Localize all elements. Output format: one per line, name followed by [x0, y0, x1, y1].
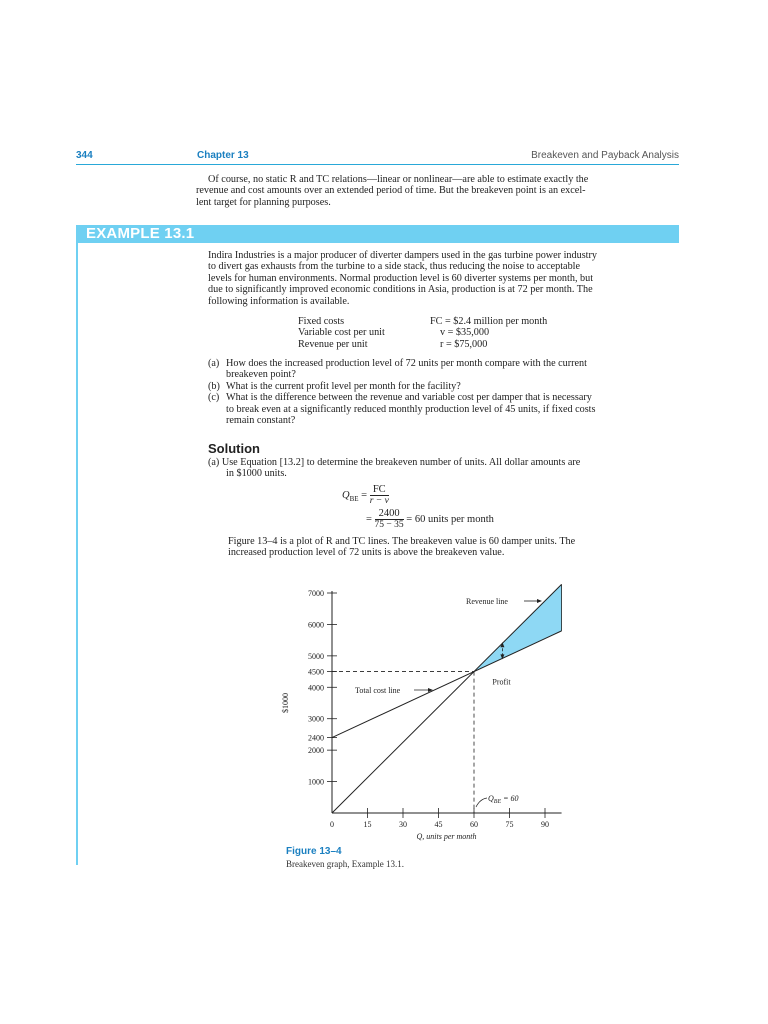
- question-label: (c): [208, 392, 220, 404]
- intro-line: revenue and cost amounts over an extended period of time. But the breakeven point is an excel-: [196, 185, 586, 197]
- breakeven-label: $Q_{BE} = 60$: [488, 794, 519, 805]
- info-value: r = $75,000: [440, 338, 488, 350]
- x-tick-label: 90: [541, 820, 549, 829]
- intro-paragraph: [196, 174, 679, 208]
- question-a: [208, 358, 679, 381]
- frac-num: FC: [370, 484, 389, 496]
- breakeven-chart: [270, 575, 590, 845]
- profit-label: Profit: [492, 677, 511, 687]
- question-list: [208, 358, 679, 426]
- equation-line-1: [342, 484, 389, 507]
- info-value: v = $35,000: [440, 327, 490, 339]
- solution-line: in $1000 units.: [226, 468, 287, 480]
- breakeven-label-sub: BE: [493, 799, 502, 805]
- revenue-arrowhead: [537, 599, 542, 603]
- question-label: (a): [208, 358, 220, 369]
- intro-line: Of course, no static R and TC relations—linear or nonlinear—are able to estimate exactly the: [208, 174, 589, 185]
- info-value: FC = $2.4 million per month: [430, 316, 548, 327]
- solution-heading: Solution: [208, 441, 260, 456]
- revenue-line-label: Revenue line: [466, 597, 508, 606]
- question-line: What is the current profit level per month for the facility?: [226, 380, 461, 392]
- y-tick-label: 7000: [308, 589, 324, 598]
- question-line: How does the increased production level of 72 units per month compare with the current: [226, 358, 587, 369]
- example-line: following information is available.: [208, 295, 350, 307]
- question-c: [208, 392, 679, 426]
- eq-equals: =: [361, 489, 368, 501]
- eq-fraction-1: [370, 484, 389, 507]
- solution-line: (a) Use Equation [13.2] to determine the breakeven number of units. All dollar amounts are: [208, 457, 581, 468]
- eq-lhs: Q: [342, 489, 350, 501]
- example-line: to divert gas exhausts from the turbine to a side stack, thus reducing the noise to acceptable: [208, 261, 581, 273]
- question-line: breakeven point?: [226, 369, 296, 381]
- x-tick-label: 15: [363, 820, 372, 829]
- solution-line: Figure 13–4 is a plot of R and TC lines. The breakeven value is 60 damper units. The: [228, 536, 576, 547]
- equation-line-2: [366, 508, 494, 531]
- example-line: due to significantly improved economic conditions in Asia, production is at 72 per month. The: [208, 284, 593, 296]
- y-tick-label: 6000: [308, 620, 324, 630]
- figure-caption: Breakeven graph, Example 13.1.: [286, 859, 404, 869]
- figure-reference-text: [228, 536, 679, 559]
- example-title: EXAMPLE 13.1: [86, 225, 195, 242]
- example-body: [208, 250, 679, 307]
- intro-line: lent target for planning purposes.: [196, 196, 331, 208]
- breakeven-label-value: = 60: [501, 794, 519, 803]
- breakeven-leader: [476, 798, 487, 807]
- section-title: Breakeven and Payback Analysis: [531, 150, 679, 161]
- eq-result: = 60 units per month: [406, 513, 494, 525]
- info-label: Fixed costs: [298, 316, 345, 327]
- question-line: remain constant?: [226, 415, 296, 427]
- frac-num: 2400: [375, 508, 404, 520]
- eq-fraction-2: [375, 508, 404, 531]
- question-b: [208, 381, 679, 392]
- frac-den: 75 − 35: [374, 520, 404, 530]
- y-axis-label: $1000: [281, 693, 290, 713]
- y-tick-label: 5000: [308, 651, 324, 661]
- question-line: What is the difference between the revenue and variable cost per damper that is necessary: [226, 392, 592, 404]
- example-line: levels for human environments. Normal production level is 60 diverter systems per month, but: [208, 272, 594, 284]
- info-row: [298, 327, 547, 338]
- question-label: (b): [208, 380, 220, 392]
- total-cost-line: [332, 631, 562, 738]
- page-header: [76, 150, 679, 165]
- y-tick-label: 4500: [308, 667, 324, 677]
- x-tick-label: 45: [434, 820, 443, 829]
- y-tick-label: 2400: [308, 733, 324, 743]
- x-tick-label: 75: [505, 820, 514, 829]
- y-tick-label: 4000: [308, 683, 324, 693]
- chapter-label: Chapter 13: [197, 150, 249, 161]
- info-row: [298, 339, 547, 350]
- eq-lhs-sub: BE: [349, 495, 359, 503]
- frac-den: r − v: [369, 496, 389, 506]
- y-tick-label: 1000: [308, 777, 324, 787]
- example-side-rule: [76, 243, 78, 865]
- info-table: [298, 316, 547, 350]
- revenue-line: [332, 584, 562, 813]
- solution-part-a: [208, 457, 679, 480]
- eq-equals: =: [366, 513, 372, 525]
- y-tick-label: 2000: [308, 746, 324, 756]
- solution-line: increased production level of 72 units is above the breakeven value.: [228, 547, 505, 559]
- page-number: 344: [76, 150, 93, 161]
- example-line: Indira Industries is a major producer of diverter dampers used in the gas turbine power industry: [208, 250, 597, 261]
- x-tick-label: 0: [330, 820, 334, 829]
- total-cost-line-label: Total cost line: [355, 686, 401, 695]
- x-tick-label: 30: [399, 820, 407, 829]
- x-tick-label: 60: [470, 820, 478, 829]
- figure-label: Figure 13–4: [286, 846, 342, 857]
- question-line: to break even at a significantly reduced monthly production level of 45 units, if fixed costs: [226, 403, 596, 415]
- example-banner: [76, 225, 679, 243]
- info-row: [298, 316, 547, 327]
- info-label: Variable cost per unit: [298, 327, 385, 339]
- info-label: Revenue per unit: [298, 338, 368, 350]
- x-axis-label: Q, units per month: [416, 832, 477, 841]
- y-tick-label: 3000: [308, 714, 324, 724]
